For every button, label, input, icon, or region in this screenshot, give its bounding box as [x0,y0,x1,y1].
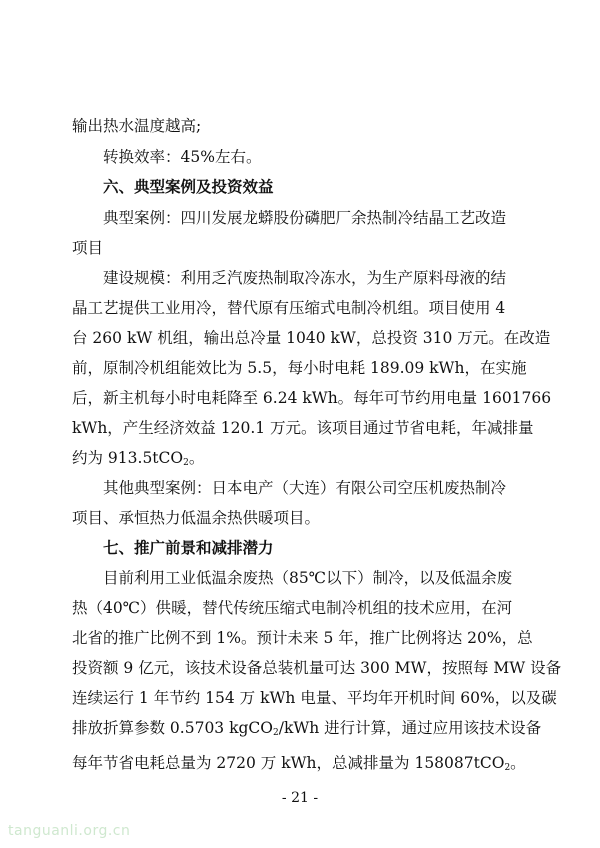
subscript: 2 [272,728,279,738]
paragraph-construction-scale [72,263,552,478]
text-line: kWh，产生经济效益 120.1 万元。该项目通过节省电耗，年减排量 [72,419,534,437]
text-line: 后，新主机每小时电耗降至 6.24 kWh。每年可节约用电量 1601766 [72,389,552,407]
text-line: 前，原制冷机组能效比为 5.5，每小时电耗 189.09 kWh，在实施 [72,359,527,377]
text-line: 项目 [72,239,104,257]
text-line [72,748,528,783]
text-line: 转换效率：45%左右。 [103,148,262,166]
text-line: 连续运行 1 年节约 154 万 kWh 电量、平均年开机时间 60%，以及碳 [72,689,557,707]
watermark: tanguanli.org.cn [8,823,131,839]
paragraph-prospects [72,563,562,783]
paragraph-typical-case [72,203,528,263]
text-line: 项目、承恒热力低温余热供暖项目。 [72,509,321,527]
paragraph-other-cases [72,473,528,533]
subscript: 2 [504,763,511,773]
paragraph-efficiency [72,142,528,172]
text-fragment: /kWh 进行计算，通过应用该技术设备 [278,719,542,737]
section-heading-6: 六、典型案例及投资效益 [103,178,274,196]
text-line: 热（40℃）供暖，替代传统压缩式电制冷机组的技术应用，在河 [72,599,513,617]
paragraph-output-temp [72,111,528,141]
text-line: 晶工艺提供工业用冷，替代原有压缩式电制冷机组。项目使用 4 [72,299,506,317]
text-fragment: 。 [188,449,205,467]
text-fragment: 。 [510,754,526,772]
text-line: 投资额 9 亿元，该技术设备总装机量可达 300 MW，按照每 MW 设备 [72,659,562,677]
subscript: 2 [183,458,189,468]
text-line: 输出热水温度越高; [72,117,202,135]
text-line: 目前利用工业低温余废热（85℃以下）制冷，以及低温余废 [103,569,513,587]
text-fragment: 约为 913.5tCO [72,449,184,467]
text-line: 台 260 kW 机组，输出总冷量 1040 kW，总投资 310 万元。在改造 [72,329,551,347]
text-fragment: 排放折算参数 0.5703 kgCO [72,719,273,737]
page-number: - 21 - [281,790,319,806]
section-heading-7: 七、推广前景和减排潜力 [103,539,274,557]
text-line: 北省的推广比例不到 1%。预计未来 5 年，推广比例将达 20%，总 [72,629,533,647]
text-line [72,713,542,748]
text-line: 典型案例：四川发展龙蟒股份磷肥厂余热制冷结晶工艺改造 [103,209,507,227]
text-fragment: 每年节省电耗总量为 2720 万 kWh，总减排量为 158087tCO [72,754,505,772]
text-line: 建设规模：利用乏汽废热制取冷冻水，为生产原料母液的结 [103,269,507,287]
text-line: 其他典型案例：日本电产（大连）有限公司空压机废热制冷 [103,479,507,497]
